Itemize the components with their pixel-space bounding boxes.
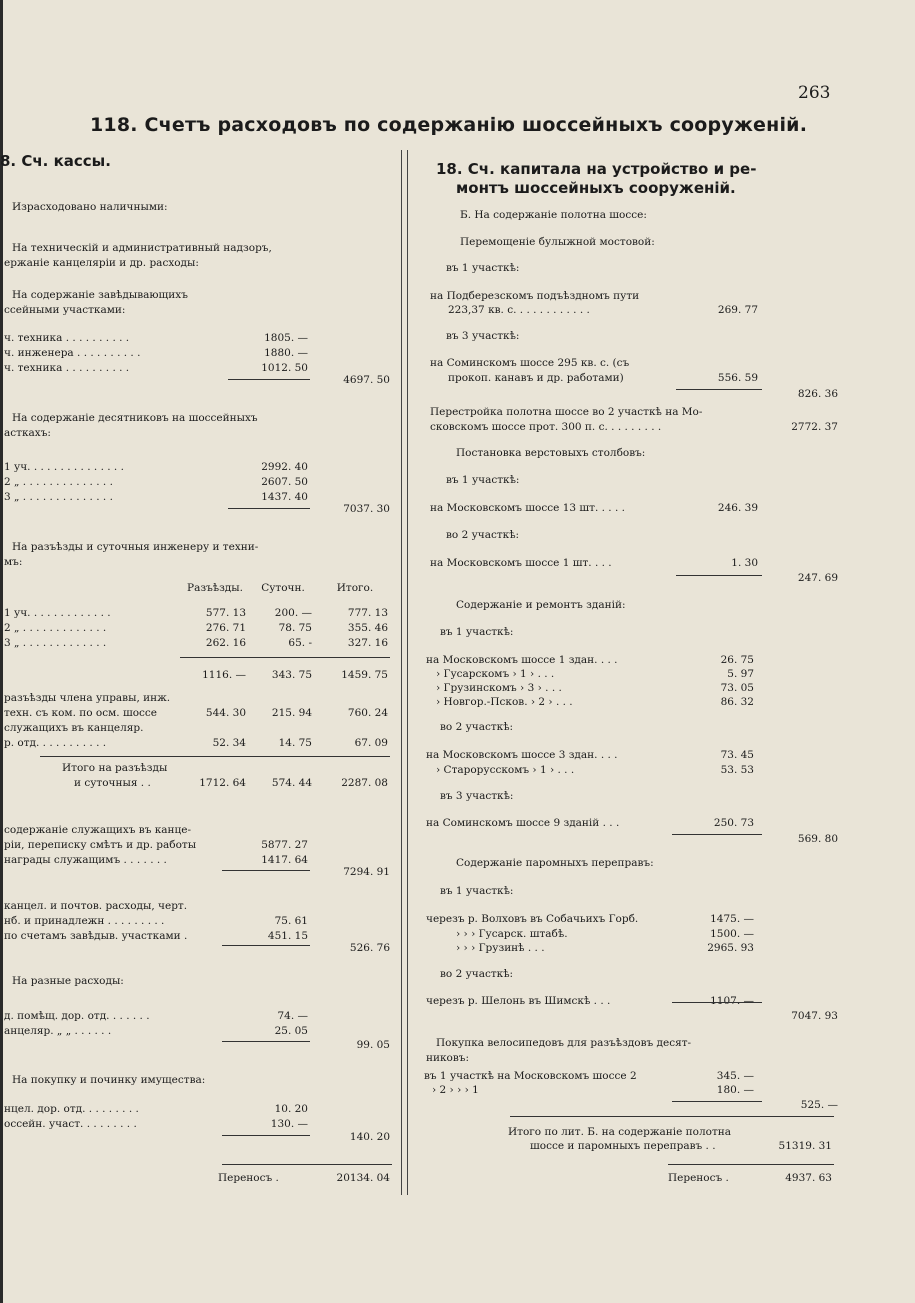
subtotal: 4697. 50 [343, 374, 390, 386]
section-text: На содержаніе десятниковъ на шоссейныхъ [12, 412, 258, 424]
section-text: На содержаніе завѣдывающихъ [12, 289, 188, 301]
travel-amount: 577. 13 [205, 607, 246, 619]
row-amount: 1880. — [264, 347, 308, 359]
row-amount: 345. — [716, 1070, 754, 1082]
row-label: ч. инженера . . . . . . . . . . [4, 347, 141, 359]
carry-label: Переносъ . [668, 1172, 729, 1184]
row-label: на Московскомъ шоссе 1 здан. . . . [426, 654, 618, 666]
travel-amount: 1712. 64 [199, 777, 246, 789]
row-label: 2 „ . . . . . . . . . . . . . . [4, 476, 113, 488]
sum-rule [672, 1101, 762, 1102]
section-text: На разъѣзды и суточныя инженеру и техни- [12, 541, 259, 553]
sum-rule [222, 1041, 310, 1042]
row-label: на Подберезскомъ подъѣздномъ пути [430, 290, 640, 302]
row-amount: 2992. 40 [261, 461, 308, 473]
daily-amount: 14. 75 [278, 737, 312, 749]
right-column-heading: монтъ шоссейныхъ сооруженій. [456, 179, 736, 197]
row-amount: 25. 05 [274, 1025, 308, 1037]
daily-amount: 343. 75 [271, 669, 312, 681]
subsection-text: во 2 участкѣ: [440, 968, 514, 980]
column-header: Разъѣзды. [187, 582, 243, 594]
daily-amount: 65. - [288, 637, 312, 649]
row-label: ч. техника . . . . . . . . . . [4, 362, 130, 374]
subtotal: 569. 80 [797, 833, 838, 845]
row-total: 67. 09 [354, 737, 388, 749]
row-amount: 74. — [277, 1010, 308, 1022]
row-label: канцел. и почтов. расходы, черт. [4, 900, 188, 912]
row-amount: 180. — [716, 1084, 754, 1096]
sum-rule [40, 756, 390, 757]
section-text: На техническій и административный надзоръ, [12, 242, 272, 254]
subtotal: 7294. 91 [343, 866, 390, 878]
row-label: на Соминскомъ шоссе 9 зданій . . . [426, 817, 620, 829]
row-label: Перестройка полотна шоссе во 2 участкѣ на Мо- [430, 406, 703, 418]
row-label: 3 „ . . . . . . . . . . . . . . [4, 491, 113, 503]
subsection-text: въ 1 участкѣ: [440, 885, 514, 897]
row-amount: 5. 97 [727, 668, 754, 680]
column-divider [401, 150, 402, 1195]
row-label: служащихъ въ канцеляр. [4, 722, 144, 734]
row-label: анцеляр. „ „ . . . . . . [4, 1025, 112, 1037]
row-amount: 246. 39 [717, 502, 758, 514]
daily-amount: 574. 44 [271, 777, 312, 789]
page-binding-edge [0, 0, 3, 1303]
row-label: 223,37 кв. с. . . . . . . . . . . . [448, 304, 590, 316]
row-label: прокоп. канавъ и др. работами) [448, 372, 624, 384]
carry-total: 4937. 63 [785, 1172, 832, 1184]
row-label: сковскомъ шоссе прот. 300 п. с. . . . . . . . . [430, 421, 662, 433]
row-amount: 1012. 50 [261, 362, 308, 374]
section-text: ержаніе канцеляріи и др. расходы: [4, 257, 199, 269]
row-label: › › › Грузинѣ . . . [456, 942, 545, 954]
row-label: › 2 › › › 1 [432, 1084, 479, 1096]
section-text: Б. На содержаніе полотна шоссе: [460, 209, 647, 221]
row-total: 355. 46 [347, 622, 388, 634]
row-amount: 10. 20 [274, 1103, 308, 1115]
row-label: 2 „ . . . . . . . . . . . . . [4, 622, 107, 634]
daily-amount: 200. — [274, 607, 312, 619]
sum-rule [668, 1164, 834, 1165]
row-label: д. помѣщ. дор. отд. . . . . . . [4, 1010, 150, 1022]
section-text: На разные расходы: [12, 975, 124, 987]
section-text: Содержаніе и ремонтъ зданій: [456, 599, 626, 611]
column-divider [407, 150, 408, 1195]
sum-rule [222, 870, 310, 871]
row-total: 327. 16 [347, 637, 388, 649]
row-amount: 1417. 64 [261, 854, 308, 866]
daily-amount: 78. 75 [278, 622, 312, 634]
travel-amount: 262. 16 [205, 637, 246, 649]
subtotal: 140. 20 [349, 1131, 390, 1143]
row-label: на Соминскомъ шоссе 295 кв. с. (съ [430, 357, 630, 369]
carry-label: Переносъ . [218, 1172, 279, 1184]
carry-total: 20134. 04 [336, 1172, 390, 1184]
page-title: 118. Счетъ расходовъ по содержанію шоссейныхъ сооруженій. [90, 114, 808, 136]
subsection-text: въ 1 участкѣ: [446, 262, 520, 274]
sum-rule [672, 834, 762, 835]
row-amount: 53. 53 [720, 764, 754, 776]
row-label: 1 уч. . . . . . . . . . . . . . . [4, 461, 124, 473]
section-text: ссейными участками: [4, 304, 126, 316]
sum-rule [222, 1135, 310, 1136]
row-label: › Грузинскомъ › 3 › . . . [436, 682, 562, 694]
row-amount: 1437. 40 [261, 491, 308, 503]
sum-rule [180, 657, 390, 658]
left-column-heading: 8. Сч. кассы. [0, 152, 111, 170]
subtotal: 2772. 37 [791, 421, 838, 433]
sum-rule [228, 379, 310, 380]
row-amount: 73. 05 [720, 682, 754, 694]
row-amount: 130. — [270, 1118, 308, 1130]
row-amount: 75. 61 [274, 915, 308, 927]
row-total: 1459. 75 [341, 669, 388, 681]
grand-total: 51319. 31 [778, 1140, 832, 1152]
sum-rule [510, 1116, 834, 1117]
subsection-text: въ 1 участкѣ: [446, 474, 520, 486]
row-label: черезъ р. Шелонь въ Шимскѣ . . . [426, 995, 611, 1007]
intro-text: Израсходовано наличными: [12, 201, 168, 213]
row-amount: 1805. — [264, 332, 308, 344]
row-label: › Старорусскомъ › 1 › . . . [436, 764, 575, 776]
subsection-text: во 2 участкѣ: [440, 721, 514, 733]
row-amount: 2965. 93 [707, 942, 754, 954]
subtotal: 99. 05 [356, 1039, 390, 1051]
row-label: › Новгор.-Псков. › 2 › . . . [436, 696, 573, 708]
total-label: шоссе и паромныхъ переправъ . . [530, 1140, 716, 1152]
section-text: Покупка велосипедовъ для разъѣздовъ десят- [436, 1037, 692, 1049]
sum-rule [676, 575, 762, 576]
row-label: на Московскомъ шоссе 13 шт. . . . . [430, 502, 625, 514]
subtotal: 526. 76 [349, 942, 390, 954]
total-label: и суточныя . . [74, 777, 151, 789]
row-label: ріи, перепиcку смѣтъ и др. работы [4, 839, 197, 851]
row-amount: 1107. — [710, 995, 754, 1007]
sum-rule [672, 1002, 762, 1003]
subtotal: 525. — [800, 1099, 838, 1111]
total-label: Итого по лит. Б. на содержаніе полотна [508, 1126, 732, 1138]
row-amount: 250. 73 [713, 817, 754, 829]
subtotal: 7037. 30 [343, 503, 390, 515]
row-amount: 26. 75 [720, 654, 754, 666]
daily-amount: 215. 94 [271, 707, 312, 719]
section-text: Перемощеніе булыжной мостовой: [460, 236, 655, 248]
page-number: 263 [798, 83, 831, 103]
subsection-text: въ 3 участкѣ: [440, 790, 514, 802]
row-label: нб. и принадлежн . . . . . . . . . [4, 915, 165, 927]
sum-rule [222, 945, 310, 946]
section-text: Постановка верстовыхъ столбовъ: [456, 447, 646, 459]
column-header: Итого. [336, 582, 374, 594]
row-label: по счетамъ завѣдыв. участками . [4, 930, 188, 942]
row-label: на Московскомъ шоссе 3 здан. . . . [426, 749, 618, 761]
row-amount: 1475. — [710, 913, 754, 925]
subtotal: 826. 36 [797, 388, 838, 400]
travel-amount: 544. 30 [205, 707, 246, 719]
row-amount: 73. 45 [720, 749, 754, 761]
subtotal: 7047. 93 [791, 1010, 838, 1022]
row-label: техн. съ ком. по осм. шоссе [4, 707, 158, 719]
total-label: Итого на разъѣзды [62, 762, 168, 774]
section-text: Содержаніе паромныхъ переправъ: [456, 857, 654, 869]
row-label: на Московскомъ шоссе 1 шт. . . . [430, 557, 612, 569]
right-column-heading: 18. Сч. капитала на устройство и ре- [436, 160, 757, 178]
row-label: черезъ р. Волховъ въ Собачьихъ Горб. [426, 913, 639, 925]
travel-amount: 1116. — [202, 669, 246, 681]
row-amount: 2607. 50 [261, 476, 308, 488]
section-text: асткахъ: [4, 427, 51, 439]
sum-rule [228, 508, 310, 509]
subsection-text: въ 1 участкѣ: [440, 626, 514, 638]
row-label: › Гусарскомъ › 1 › . . . [436, 668, 555, 680]
row-amount: 1500. — [710, 928, 754, 940]
row-amount: 451. 15 [267, 930, 308, 942]
row-label: р. отд. . . . . . . . . . . [4, 737, 107, 749]
subsection-text: въ 3 участкѣ: [446, 330, 520, 342]
row-amount: 86. 32 [720, 696, 754, 708]
row-label: › › › Гусарск. штабѣ. [456, 928, 568, 940]
travel-amount: 276. 71 [205, 622, 246, 634]
section-text: На покупку и починку имущества: [12, 1074, 206, 1086]
row-label: оссейн. участ. . . . . . . . . [4, 1118, 137, 1130]
section-text: никовъ: [426, 1052, 470, 1064]
row-label: содержаніе служащихъ въ канце- [4, 824, 192, 836]
row-label: нцел. дор. отд. . . . . . . . . [4, 1103, 139, 1115]
row-label: разъѣзды члена управы, инж. [4, 692, 171, 704]
column-header: Суточн. [261, 582, 305, 594]
row-label: награды служащимъ . . . . . . . [4, 854, 167, 866]
sum-rule [222, 1164, 392, 1165]
row-label: ч. техника . . . . . . . . . . [4, 332, 130, 344]
row-total: 777. 13 [347, 607, 388, 619]
section-text: мъ: [4, 556, 23, 568]
row-total: 2287. 08 [341, 777, 388, 789]
travel-amount: 52. 34 [212, 737, 246, 749]
row-total: 760. 24 [347, 707, 388, 719]
row-amount: 556. 59 [717, 372, 758, 384]
row-label: въ 1 участкѣ на Московскомъ шоссе 2 [424, 1070, 637, 1082]
row-label: 3 „ . . . . . . . . . . . . . [4, 637, 107, 649]
sum-rule [676, 389, 762, 390]
row-amount: 1. 30 [731, 557, 758, 569]
subsection-text: во 2 участкѣ: [446, 529, 520, 541]
row-amount: 5877. 27 [261, 839, 308, 851]
row-label: 1 уч. . . . . . . . . . . . . [4, 607, 111, 619]
subtotal: 247. 69 [797, 572, 838, 584]
row-amount: 269. 77 [717, 304, 758, 316]
